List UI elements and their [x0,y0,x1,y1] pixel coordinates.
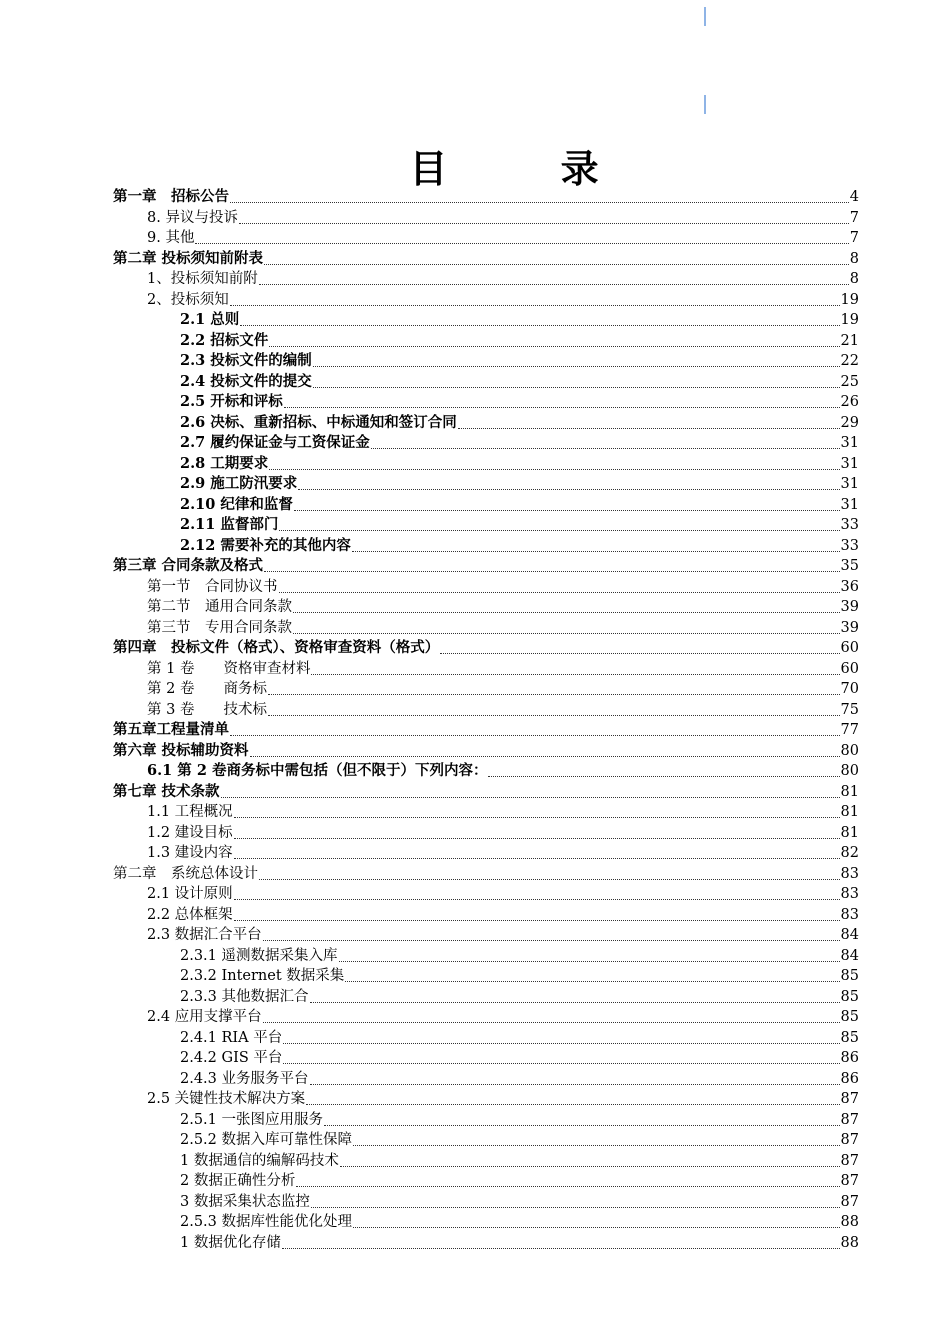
toc-entry-title: 2.10 纪律和监督 [180,495,293,513]
toc-entry[interactable] [147,1089,859,1109]
toc-entry[interactable] [180,946,859,966]
toc-entry[interactable] [113,741,859,761]
toc-entry-title: 2.4.2 GIS 平台 [180,1050,283,1066]
toc-entry-page: 75 [840,701,859,718]
toc-entry-title: 1 数据通信的编解码技术 [180,1152,339,1169]
toc-entry-page: 33 [840,517,859,533]
toc-entry-title: 1 数据优化存储 [180,1234,281,1251]
dot-leader [263,1022,840,1023]
dot-leader [259,879,840,880]
dot-leader [293,612,840,613]
toc-entry-page: 86 [840,1050,859,1066]
toc-entry-title: 2.4.1 RIA 平台 [180,1029,283,1046]
toc-entry-title: 2.3.3 其他数据汇合 [180,988,309,1005]
toc-entry-page: 60 [840,640,859,656]
toc-entry-title: 2 数据正确性分析 [180,1173,296,1189]
toc-entry-page: 85 [840,988,859,1005]
toc-entry-page: 77 [840,722,859,738]
dot-leader [293,633,840,634]
toc-entry[interactable] [180,331,859,351]
toc-entry[interactable] [147,618,859,638]
toc-entry[interactable] [180,1233,859,1253]
toc-entry-title: 第六章 投标辅助资料 [113,741,249,759]
toc-entry-page: 26 [840,394,859,410]
dot-leader [230,305,840,306]
toc-entry-page: 7 [849,230,859,246]
dot-leader [298,489,839,490]
toc-entry-title: 2.8 工期要求 [180,454,269,472]
toc-entry-title: 2.5.3 数据库性能优化处理 [180,1214,353,1230]
toc-entry[interactable] [113,720,859,740]
toc-entry-title: 2.2 总体框架 [147,906,233,923]
toc-entry-title: 第四章 投标文件（格式）、资格审查资料（格式） [113,639,440,656]
dot-leader [353,1145,840,1146]
toc-entry-page: 7 [849,209,859,226]
toc-entry[interactable] [180,966,859,986]
dot-leader [283,1063,839,1064]
toc-entry-title: 第七章 技术条款 [113,782,220,800]
toc-entry-page: 8 [849,271,859,287]
toc-entry-title: 8. 异议与投诉 [147,209,238,226]
toc-entry[interactable] [180,1151,859,1171]
dot-leader [234,899,840,900]
toc-entry-title: 2.4.3 业务服务平台 [180,1070,309,1087]
toc-entry[interactable] [147,290,859,310]
toc-entry[interactable] [147,761,859,781]
toc-entry-page: 8 [849,250,859,267]
dot-leader [306,1104,839,1105]
toc-entry-title: 2.5 开标和评标 [180,393,283,410]
toc-entry[interactable] [113,864,859,884]
toc-entry-page: 36 [840,578,859,595]
dot-leader [284,407,840,408]
toc-entry-title: 第一节 合同协议书 [147,578,278,595]
dot-leader [310,1084,840,1085]
dot-leader [371,448,840,449]
toc-entry[interactable] [180,310,859,330]
toc-entry[interactable] [147,208,859,228]
toc-entry-title: 第 1 卷 资格审查材料 [147,660,311,677]
toc-entry-page: 60 [840,660,859,677]
toc-entry[interactable] [180,392,859,412]
toc-entry-title: 2.12 需要补充的其他内容 [180,536,351,554]
toc-entry-page: 31 [840,476,859,492]
dot-leader [269,346,839,347]
toc-entry-page: 81 [840,804,859,820]
toc-entry[interactable] [147,679,859,699]
toc-entry[interactable] [180,1192,859,1212]
dot-leader [296,1186,839,1187]
toc-entry-page: 39 [840,619,859,636]
toc-entry[interactable] [147,802,859,822]
dot-leader [279,530,839,531]
toc-entry[interactable] [180,413,859,433]
toc-entry-title: 第五章工程量清单 [113,721,229,738]
dot-leader [313,366,840,367]
toc-entry[interactable] [147,884,859,904]
toc-entry[interactable] [147,269,859,289]
dot-leader [279,592,840,593]
toc-entry[interactable] [180,474,859,494]
toc-entry-page: 82 [840,845,859,861]
revision-mark-top [704,7,706,26]
toc-entry-title: 第二章 投标须知前附表 [113,249,264,267]
toc-entry[interactable] [180,1171,859,1191]
toc-entry-page: 85 [840,1029,859,1046]
toc-entry-page: 85 [840,1009,859,1025]
toc-entry-title: 2.9 施工防汛要求 [180,475,298,492]
toc-entry-title: 2.1 总则 [180,311,240,328]
toc-entry-title: 2.3 投标文件的编制 [180,352,312,369]
toc-entry[interactable] [180,433,859,453]
toc-entry-title: 1.1 工程概况 [147,804,233,820]
toc-entry[interactable] [147,823,859,843]
dot-leader [264,264,849,265]
toc-entry-title: 2.11 监督部门 [180,516,279,533]
dot-leader [324,1125,840,1126]
toc-entry-page: 81 [840,824,859,841]
toc-entry-page: 83 [840,906,859,923]
toc-entry[interactable] [180,515,859,535]
dot-leader [345,981,839,982]
toc-entry-page: 4 [849,189,859,205]
toc-entry-title: 1.2 建设目标 [147,824,233,841]
dot-leader [340,1166,840,1167]
toc-entry-page: 31 [840,455,859,472]
dot-leader [239,223,849,224]
toc-entry-title: 2.2 招标文件 [180,331,269,349]
toc-entry-page: 33 [840,537,859,554]
toc-entry-page: 19 [840,291,859,308]
toc-entry[interactable] [180,1069,859,1089]
toc-entry-page: 21 [840,332,859,349]
toc-entry[interactable] [147,228,859,248]
toc-entry-page: 87 [840,1132,859,1148]
toc-entry[interactable] [180,351,859,371]
dot-leader [440,653,839,654]
toc-entry[interactable] [180,1028,859,1048]
dot-leader [268,694,840,695]
dot-leader [234,920,840,921]
toc-entry-title: 第三章 合同条款及格式 [113,557,264,574]
toc-entry-title: 6.1 第 2 卷商务标中需包括（但不限于）下列内容： [147,762,488,779]
dot-leader [458,428,840,429]
dot-leader [234,838,840,839]
dot-leader [353,1227,840,1228]
dot-leader [221,797,840,798]
toc-entry[interactable] [147,700,859,720]
toc-entry-page: 80 [840,763,859,779]
dot-leader [313,387,840,388]
dot-leader [294,510,840,511]
toc-title: 目 录 [409,147,649,191]
toc-entry-page: 84 [840,947,859,964]
toc-entry[interactable] [147,925,859,945]
dot-leader [268,715,840,716]
toc-entry[interactable] [180,1110,859,1130]
toc-entry-title: 2.4 应用支撑平台 [147,1009,262,1025]
toc-entry-page: 29 [840,414,859,431]
dot-leader [339,961,840,962]
toc-entry[interactable] [147,659,859,679]
toc-entry-page: 87 [840,1152,859,1169]
dot-leader [282,1248,840,1249]
toc-entry-title: 2.4 投标文件的提交 [180,372,312,390]
toc-entry-title: 第二节 通用合同条款 [147,599,292,615]
toc-entry-title: 2、投标须知 [147,291,229,308]
toc-entry-page: 31 [840,435,859,451]
toc-entry[interactable] [113,187,859,207]
dot-leader [263,940,840,941]
dot-leader [311,674,839,675]
toc-entry[interactable] [180,1130,859,1150]
dot-leader [310,1002,840,1003]
dot-leader [352,551,840,552]
revision-mark-bottom [704,95,706,114]
toc-entry-page: 31 [840,496,859,513]
toc-entry-page: 22 [840,353,859,369]
dot-leader [195,243,848,244]
toc-entry[interactable] [180,1212,859,1232]
toc-entry-page: 85 [840,968,859,984]
dot-leader [234,858,840,859]
toc-entry[interactable] [180,454,859,474]
dot-leader [264,571,839,572]
toc-entry-title: 2.3 数据汇合平台 [147,927,262,943]
toc-entry-page: 88 [840,1214,859,1230]
toc-entry[interactable] [113,556,859,576]
dot-leader [240,325,839,326]
toc-entry-page: 70 [840,681,859,697]
toc-entry-page: 25 [840,373,859,390]
toc-entry-page: 87 [840,1193,859,1210]
toc-entry-title: 2.6 决标、重新招标、中标通知和签订合同 [180,413,457,431]
toc-entry-page: 39 [840,599,859,615]
toc-entry[interactable] [147,1007,859,1027]
toc-entry-page: 35 [840,558,859,574]
toc-entry-title: 2.5 关键性技术解决方案 [147,1091,306,1107]
dot-leader [230,735,840,736]
toc-entry[interactable] [147,577,859,597]
toc-entry[interactable] [180,1048,859,1068]
toc-entry[interactable] [180,536,859,556]
toc-entry-page: 80 [840,742,859,759]
toc-entry-title: 第 3 卷 技术标 [147,701,267,718]
toc-entry[interactable] [113,249,859,269]
toc-entry-title: 第二章 系统总体设计 [113,865,258,882]
toc-entry-title: 1.3 建设内容 [147,845,233,861]
dot-leader [230,202,849,203]
toc-entry[interactable] [180,495,859,515]
toc-entry-title: 2.7 履约保证金与工资保证金 [180,434,370,451]
toc-entry-title: 9. 其他 [147,230,195,246]
dot-leader [283,1043,839,1044]
toc-entry-page: 87 [840,1111,859,1128]
toc-entry-page: 81 [840,783,859,800]
toc-entry-page: 83 [840,886,859,902]
toc-entry[interactable] [113,782,859,802]
toc-entry-page: 84 [840,927,859,943]
toc-entry[interactable] [180,987,859,1007]
dot-leader [269,469,839,470]
toc-entry[interactable] [180,372,859,392]
toc-entry-title: 1、投标须知前附 [147,271,258,287]
toc-entry-title: 2.3.2 Internet 数据采集 [180,968,345,984]
toc-entry[interactable] [147,597,859,617]
toc-entry-title: 2.5.1 一张图应用服务 [180,1111,324,1128]
toc-entry[interactable] [147,843,859,863]
toc-entry-title: 2.3.1 遥测数据采集入库 [180,947,338,964]
toc-entry-page: 86 [840,1070,859,1087]
toc-entry-title: 第三节 专用合同条款 [147,619,292,636]
toc-entry[interactable] [113,638,859,658]
toc-entry-page: 83 [840,865,859,882]
dot-leader [250,756,840,757]
toc-entry[interactable] [147,905,859,925]
toc-entry-title: 第一章 招标公告 [113,188,229,205]
toc-entry-page: 87 [840,1091,859,1107]
toc-entry-page: 88 [840,1234,859,1251]
dot-leader [259,284,849,285]
toc-entry-title: 2.1 设计原则 [147,886,233,902]
toc-entry-page: 87 [840,1173,859,1189]
dot-leader [488,776,839,777]
toc-entry-title: 3 数据采集状态监控 [180,1193,310,1210]
toc-entry-title: 2.5.2 数据入库可靠性保障 [180,1132,353,1148]
dot-leader [234,817,840,818]
dot-leader [311,1207,840,1208]
toc-entry-title: 第 2 卷 商务标 [147,681,267,697]
toc-entry-page: 19 [840,312,859,328]
